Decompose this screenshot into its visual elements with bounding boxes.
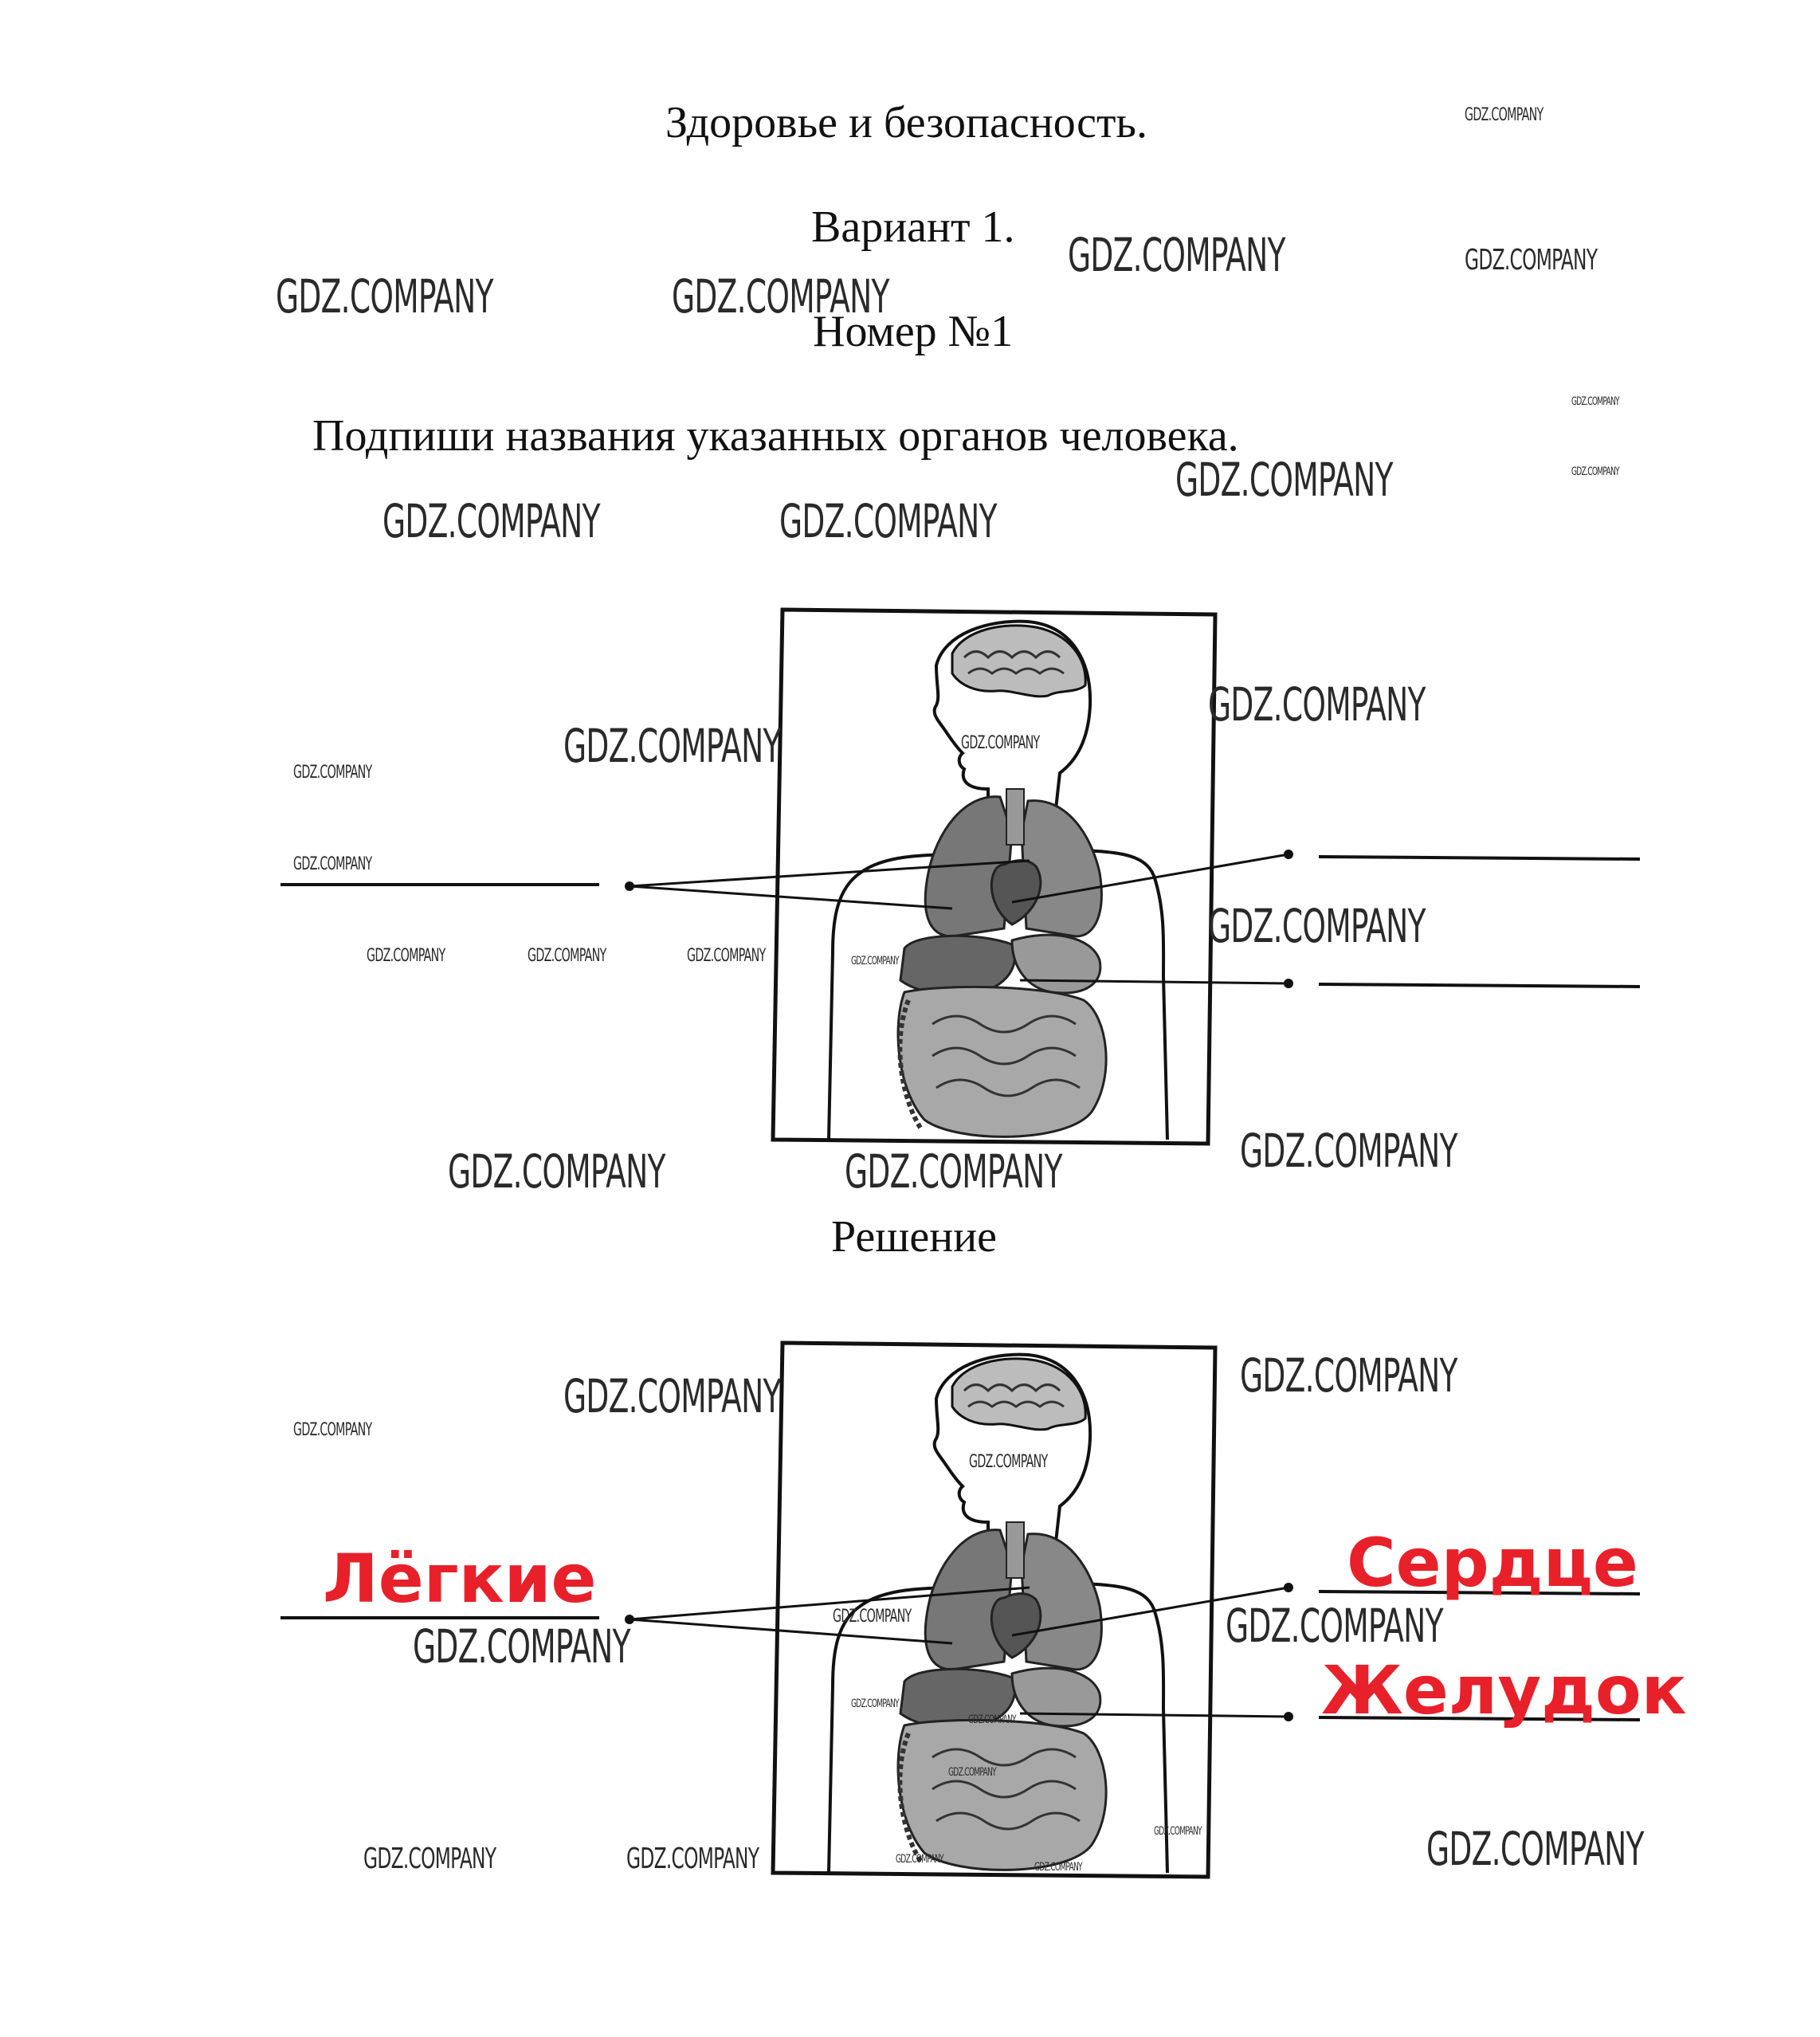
- watermark: GDZ.COMPANY: [1571, 465, 1619, 478]
- watermark: GDZ.COMPANY: [948, 1766, 996, 1779]
- watermark: GDZ.COMPANY: [833, 1607, 912, 1627]
- watermark: GDZ.COMPANY: [293, 1420, 372, 1440]
- subject-title: Здоровье и безопасность.: [665, 98, 1147, 147]
- watermark: GDZ.COMPANY: [293, 854, 372, 874]
- solution-heading: Решение: [831, 1212, 998, 1262]
- watermark: GDZ.COMPANY: [563, 1369, 781, 1423]
- answer-lungs: Лёгкие: [323, 1540, 597, 1618]
- watermark: GDZ.COMPANY: [1068, 228, 1285, 282]
- watermark: GDZ.COMPANY: [626, 1843, 759, 1875]
- watermark: GDZ.COMPANY: [672, 269, 889, 324]
- watermark: GDZ.COMPANY: [845, 1144, 1062, 1199]
- watermark: GDZ.COMPANY: [367, 946, 445, 966]
- watermark: GDZ.COMPANY: [851, 1698, 899, 1710]
- task-text: Подпиши названия указанных органов человека.: [312, 411, 1239, 461]
- watermark: GDZ.COMPANY: [1208, 677, 1426, 732]
- watermark: GDZ.COMPANY: [961, 733, 1040, 753]
- watermark: GDZ.COMPANY: [779, 494, 997, 548]
- watermark: GDZ.COMPANY: [448, 1144, 665, 1199]
- watermark: GDZ.COMPANY: [851, 955, 899, 967]
- number-title: Номер №1: [813, 307, 1014, 356]
- watermark: GDZ.COMPANY: [1426, 1822, 1644, 1876]
- watermark: GDZ.COMPANY: [1208, 899, 1426, 953]
- watermark: GDZ.COMPANY: [276, 269, 493, 324]
- watermark: GDZ.COMPANY: [1465, 105, 1543, 125]
- watermark: GDZ.COMPANY: [968, 1713, 1016, 1726]
- watermark: GDZ.COMPANY: [969, 1452, 1048, 1472]
- watermark: GDZ.COMPANY: [896, 1853, 943, 1866]
- watermark: GDZ.COMPANY: [1465, 244, 1598, 277]
- watermark: GDZ.COMPANY: [528, 946, 606, 966]
- watermark: GDZ.COMPANY: [1226, 1599, 1443, 1653]
- variant-title: Вариант 1.: [811, 202, 1015, 252]
- watermark: GDZ.COMPANY: [382, 494, 600, 548]
- answer-stomach: Желудок: [1321, 1651, 1687, 1729]
- watermark: GDZ.COMPANY: [1034, 1861, 1082, 1874]
- watermark: GDZ.COMPANY: [293, 763, 372, 783]
- watermark: GDZ.COMPANY: [363, 1843, 496, 1875]
- watermark: GDZ.COMPANY: [1240, 1348, 1457, 1403]
- watermark: GDZ.COMPANY: [1571, 395, 1619, 408]
- watermark: GDZ.COMPANY: [563, 719, 781, 773]
- answer-heart: Сердце: [1347, 1524, 1638, 1602]
- watermark: GDZ.COMPANY: [1240, 1124, 1457, 1178]
- watermark: GDZ.COMPANY: [687, 946, 766, 966]
- watermark: GDZ.COMPANY: [413, 1619, 630, 1674]
- watermark: GDZ.COMPANY: [1154, 1825, 1202, 1838]
- watermark: GDZ.COMPANY: [1175, 453, 1393, 507]
